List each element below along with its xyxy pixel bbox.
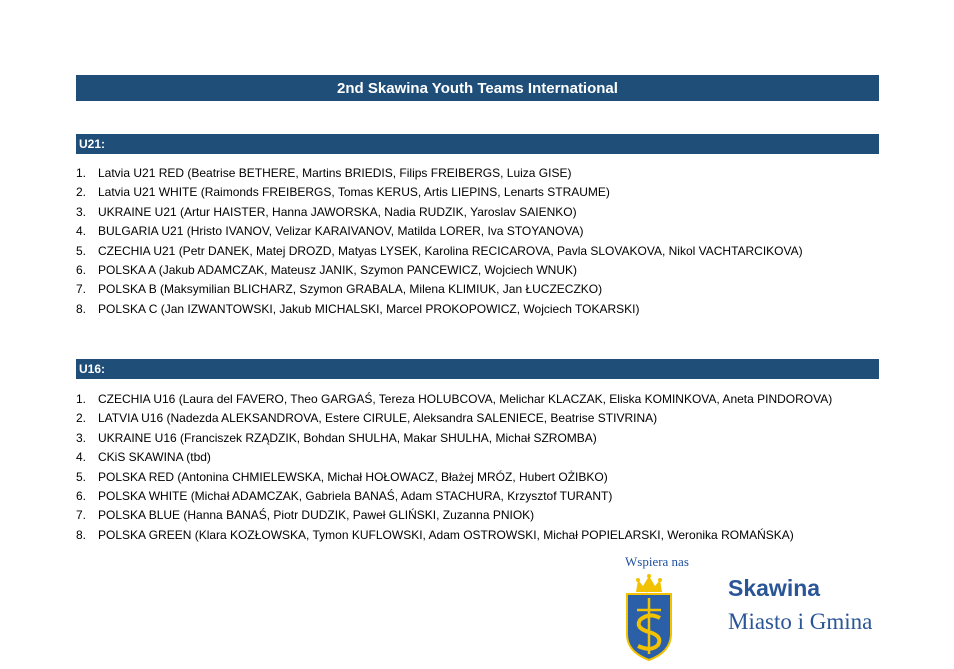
team-text: POLSKA C (Jan IZWANTOWSKI, Jakub MICHALSKI, Marcel PROKOPOWICZ, Wojciech TOKARSKI) — [98, 301, 640, 316]
team-entry — [76, 261, 803, 280]
team-number: 8. — [76, 301, 87, 316]
team-number: 1. — [76, 166, 87, 180]
skawina-crest-icon — [625, 572, 673, 662]
team-text: POLSKA WHITE (Michał ADAMCZAK, Gabriela BANAŚ, Adam STACHURA, Krzysztof TURANT) — [98, 488, 613, 503]
team-list-u16 — [76, 390, 832, 545]
team-entry — [76, 203, 803, 222]
team-entry — [76, 300, 803, 319]
team-number: 6. — [76, 262, 87, 277]
sponsor-logo — [620, 553, 900, 665]
team-entry — [76, 506, 832, 525]
team-entry — [76, 164, 803, 183]
team-text: POLSKA A (Jakub ADAMCZAK, Mateusz JANIK, Szymon PANCEWICZ, Wojciech WNUK) — [98, 262, 578, 277]
team-text: POLSKA B (Maksymilian BLICHARZ, Szymon GRABALA, Milena KLIMIUK, Jan ŁUCZECZKO) — [98, 282, 603, 297]
team-entry — [76, 183, 803, 202]
team-number: 4. — [76, 224, 87, 239]
section-header-u16: U16: — [76, 359, 879, 379]
team-text: UKRAINE U21 (Artur HAISTER, Hanna JAWORSKA, Nadia RUDZIK, Yaroslav SAIENKO) — [98, 204, 577, 219]
team-text: LATVIA U16 (Nadezda ALEKSANDROVA, Estere CIRULE, Aleksandra SALENIECE, Beatrise STIVRINA) — [98, 411, 658, 426]
brand-name: Skawina — [728, 575, 821, 601]
team-entry — [76, 448, 832, 467]
team-text: CZECHIA U21 (Petr DANEK, Matej DROZD, Matyas LYSEK, Karolina RECICAROVA, Pavla SLOVAKOVA, Nikol VACHTARCIKOVA) — [98, 243, 803, 258]
team-entry — [76, 280, 803, 299]
team-entry — [76, 390, 832, 409]
team-entry — [76, 429, 832, 448]
team-entry — [76, 242, 803, 261]
team-text: POLSKA RED (Antonina CHMIELEWSKA, Michał HOŁOWACZ, Błażej MRÓZ, Hubert OŻIBKO) — [98, 469, 608, 484]
team-number: 7. — [76, 508, 87, 523]
supported-by-label: Wspiera nas — [625, 554, 689, 569]
team-number: 3. — [76, 204, 87, 219]
team-text: CZECHIA U16 (Laura del FAVERO, Theo GARGAŚ, Tereza HOLUBCOVA, Melichar KLACZAK, Eliska KOMINKOVA, Aneta PINDOROVA) — [98, 392, 833, 406]
team-entry — [76, 487, 832, 506]
team-number: 6. — [76, 488, 87, 503]
team-text: UKRAINE U16 (Franciszek RZĄDZIK, Bohdan SHULHA, Makar SHULHA, Michał SZROMBA) — [98, 430, 597, 445]
team-number: 7. — [76, 282, 87, 297]
team-number: 2. — [76, 411, 87, 426]
document-title: 2nd Skawina Youth Teams International — [76, 75, 879, 101]
section-header-u21: U21: — [76, 134, 879, 154]
team-list-u21 — [76, 164, 803, 319]
team-number: 5. — [76, 469, 87, 484]
team-text: BULGARIA U21 (Hristo IVANOV, Velizar KARAIVANOV, Matilda LORER, Iva STOYANOVA) — [98, 224, 584, 239]
team-text: Latvia U21 WHITE (Raimonds FREIBERGS, Tomas KERUS, Artis LIEPINS, Lenarts STRAUME) — [98, 185, 610, 200]
team-number: 8. — [76, 527, 87, 542]
team-number: 5. — [76, 243, 87, 258]
team-number: 2. — [76, 185, 87, 200]
team-entry — [76, 468, 832, 487]
team-text: CKiS SKAWINA (tbd) — [98, 450, 211, 465]
team-entry — [76, 526, 832, 545]
team-number: 1. — [76, 392, 87, 406]
team-text: Latvia U21 RED (Beatrise BETHERE, Martins BRIEDIS, Filips FREIBERGS, Luiza GISE) — [98, 166, 572, 180]
team-text: POLSKA GREEN (Klara KOZŁOWSKA, Tymon KUFLOWSKI, Adam OSTROWSKI, Michał POPIELARSKI, Weronika ROMAŃSKA) — [98, 527, 794, 542]
team-entry — [76, 222, 803, 241]
team-entry — [76, 409, 832, 428]
team-number: 3. — [76, 430, 87, 445]
team-text: POLSKA BLUE (Hanna BANAŚ, Piotr DUDZIK, Paweł GLIŃSKI, Zuzanna PNIOK) — [98, 508, 535, 523]
brand-subtitle: Miasto i Gmina — [728, 609, 873, 634]
team-number: 4. — [76, 450, 87, 465]
